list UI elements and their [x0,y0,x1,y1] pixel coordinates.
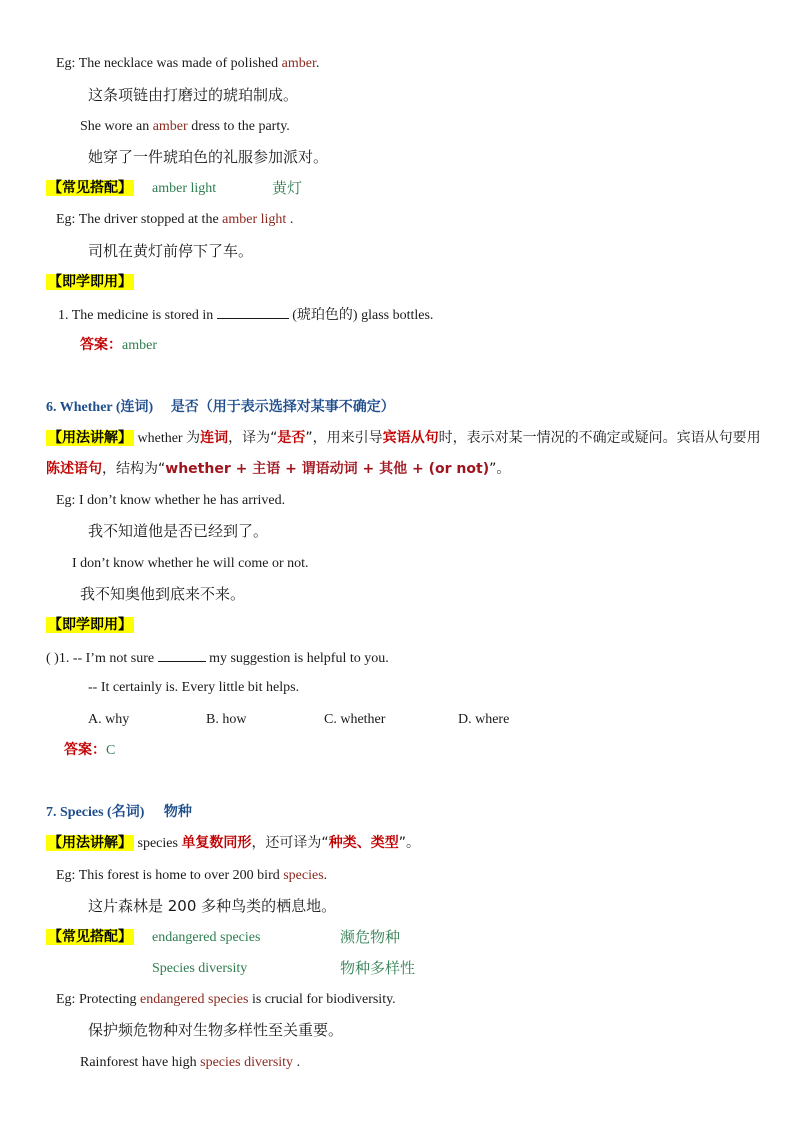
keyword: species diversity [200,1055,294,1070]
s7-collocation-row [46,927,134,948]
section-title-zh: 物种 [163,804,192,820]
section-title: 6. Whether (连词) [46,400,154,415]
s6-practice-row [46,615,134,636]
s6-option-a[interactable]: A. why [88,712,130,727]
s5-collocation-zh: 黄灯 [272,179,303,197]
answer-blank[interactable] [217,304,289,319]
keyword: amber [281,56,316,71]
keyword: amber light [222,212,287,227]
s7-collocation-1-zh: 濒危物种 [340,928,401,946]
s6-usage: 【用法讲解】 whether 为连词，译为“是否”，用来引导宾语从句时，表示对某一情况的不确定或疑问。宾语从句要用陈述语句，结构为“whether + 主语 + 谓语动词 + 其他 + (or not)”。 [46,430,761,477]
s7-collocation-1-en: endangered species [152,930,261,945]
s7-collocation-2-en: Species diversity [152,961,248,976]
collocation-tag: 【常见搭配】 [48,929,132,945]
s7-example-2: Eg: Protecting endangered species is crucial for biodiversity. [56,992,396,1007]
s6-example-1: Eg: I don’t know whether he has arrived. [56,493,286,508]
s5-example-3-translation: 司机在黄灯前停下了车。 [88,242,254,260]
s5-example-2: She wore an amber dress to the party. [80,119,290,134]
s7-example-3: Rainforest have high species diversity . [80,1055,301,1070]
s6-example-2-translation: 我不知奥他到底来不来。 [80,585,246,603]
s7-example-1-translation: 这片森林是 200 多种鸟类的栖息地。 [88,897,337,915]
s7-example-1: Eg: This forest is home to over 200 bird species. [56,868,328,883]
usage-tag: 【用法讲解】 [48,430,132,446]
s5-collocation-row [46,178,134,199]
s7-collocation-2-zh: 物种多样性 [340,959,416,977]
s5-example-1: Eg: The necklace was made of polished amber. [56,56,320,71]
section-title: 7. Species (名词) [46,805,145,820]
s5-question-1: 1. The medicine is stored in (琥珀色的) glass bottles. [58,304,433,326]
collocation-tag: 【常见搭配】 [48,180,132,196]
s7-usage: 【用法讲解】 species 单复数同形，还可译为“种类、类型”。 [48,835,420,851]
s5-answer: 答案：amber [80,337,157,353]
practice-tag: 【即学即用】 [48,274,132,290]
s7-example-2-translation: 保护频危物种对生物多样性至关重要。 [88,1021,344,1039]
s6-option-d[interactable]: D. where [458,712,510,727]
section-title-zh: 是否（用于表示选择对某事不确定） [170,399,395,415]
s6-example-2: I don’t know whether he will come or not. [72,556,309,571]
s5-example-1-translation: 这条项链由打磨过的琥珀制成。 [88,86,299,104]
s7-heading [46,802,192,823]
s6-option-c[interactable]: C. whether [324,712,386,727]
s5-collocation-en: amber light [152,181,217,196]
s5-practice-row [46,272,134,293]
s6-example-1-translation: 我不知道他是否已经到了。 [88,522,269,540]
s5-example-3: Eg: The driver stopped at the amber light . [56,212,294,227]
keyword: endangered species [140,992,249,1007]
s5-example-2-translation: 她穿了一件琥珀色的礼服参加派对。 [88,148,329,166]
s6-answer: 答案：C [64,742,116,758]
usage-tag: 【用法讲解】 [48,835,132,851]
keyword: species [283,868,324,883]
keyword: amber [152,119,188,134]
answer-blank[interactable] [158,647,206,662]
practice-tag: 【即学即用】 [48,617,132,633]
s6-option-b[interactable]: B. how [206,712,247,727]
s6-question-1: ( )1. -- I’m not sure my suggestion is helpful to you. [46,647,389,669]
s6-heading [46,397,395,418]
s6-question-reply: -- It certainly is. Every little bit helps. [88,680,300,695]
